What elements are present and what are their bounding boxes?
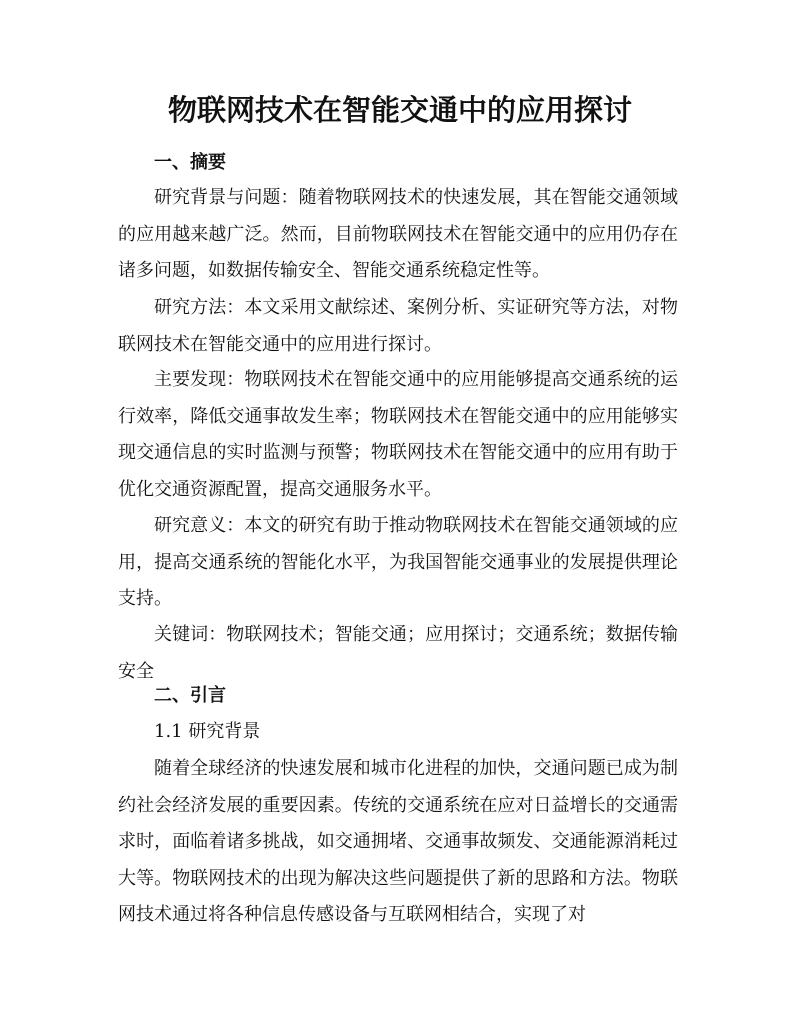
section-heading-introduction: 二、引言: [154, 685, 226, 706]
paragraph-main-findings: 主要发现：物联网技术在智能交通中的应用能够提高交通系统的运行效率，降低交通事故发生率；物联网技术在智能交通中的应用能够实现交通信息的实时监测与预警；物联网技术在智能交通中的应用有助于优化交通资源配置，提高交通服务水平。: [118, 369, 678, 500]
section-heading-abstract: 一、摘要: [154, 152, 226, 173]
paragraph-keywords: 关键词：物联网技术；智能交通；应用探讨；交通系统；数据传输安全: [118, 624, 678, 682]
paragraph-research-background: 研究背景与问题：随着物联网技术的快速发展，其在智能交通领域的应用越来越广泛。然而，目前物联网技术在智能交通中的应用仍存在诸多问题，如数据传输安全、智能交通系统稳定性等。: [118, 187, 678, 281]
paragraph-research-significance: 研究意义：本文的研究有助于推动物联网技术在智能交通领域的应用，提高交通系统的智能化水平，为我国智能交通事业的发展提供理论支持。: [118, 515, 678, 609]
paragraph-introduction-background: 随着全球经济的快速发展和城市化进程的加快，交通问题已成为制约社会经济发展的重要因素。传统的交通系统在应对日益增长的交通需求时，面临着诸多挑战，如交通拥堵、交通事故频发、交通能源消耗过大等。物联网技术的出现为解决这些问题提供了新的思路和方法。物联网技术通过将各种信息传感设备与互联网相结合，实现了对: [118, 758, 678, 925]
subsection-heading-background: 1.1 研究背景: [154, 721, 261, 742]
paragraph-research-method: 研究方法：本文采用文献综述、案例分析、实证研究等方法，对物联网技术在智能交通中的应用进行探讨。: [118, 297, 678, 355]
document-title: 物联网技术在智能交通中的应用探讨: [167, 93, 632, 127]
